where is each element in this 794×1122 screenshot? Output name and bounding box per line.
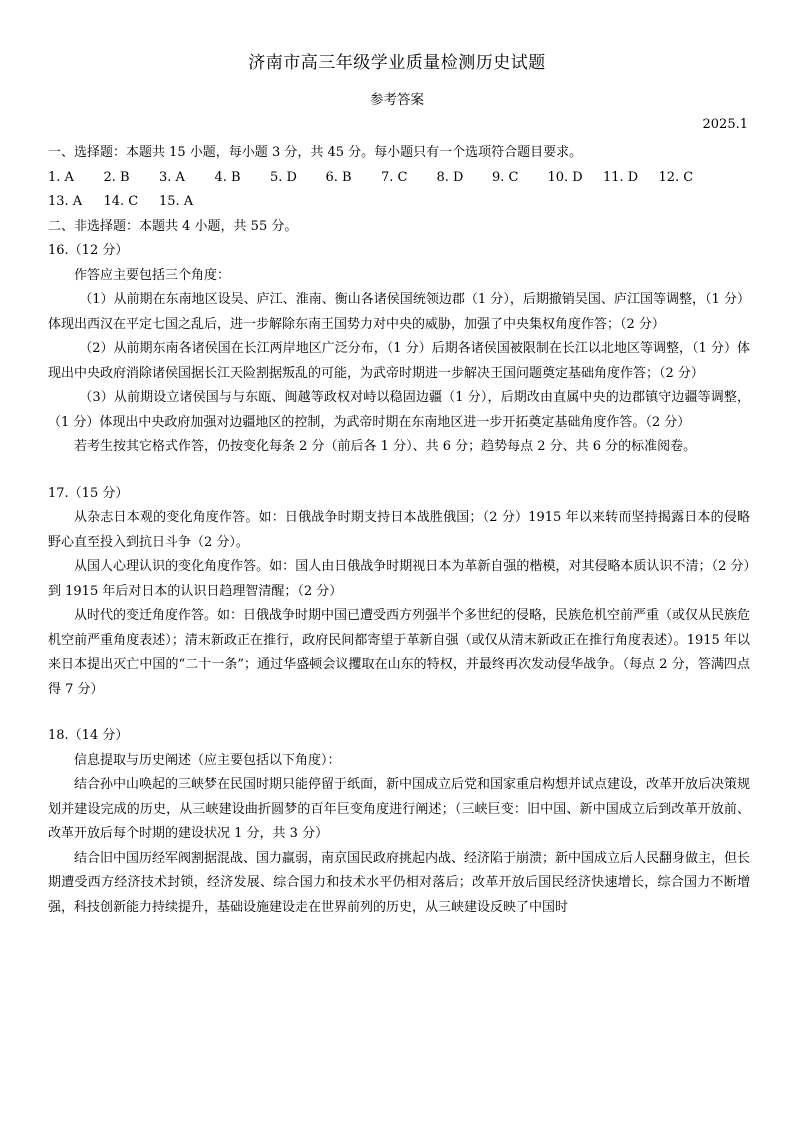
q17-point-3: 从时代的变迁角度作答。如：日俄战争时期中国已遭受西方列强半个多世纪的侵略，民族危机空前严重（或仅从民族危机空前严重角度表述）；清末新政正在推行，政府民间都寄望于革新自强（或仅从清末新政正在推行角度表述）。1915 年以来日本提出灭亡中国的“二十一条”；通过华盛顿会议攫取在山东的特权，并最终再次发动侵华战争。（每点 2 分，答满四点得 7 分） xyxy=(48,608,751,697)
q18-label: 18.（14 分） xyxy=(48,728,129,743)
answer-item: 1. A xyxy=(48,169,74,185)
q17-label: 17.（15 分） xyxy=(48,485,129,501)
answer-item: 13. A xyxy=(48,194,83,209)
answer-item: 14. C xyxy=(103,194,139,209)
answer-item: 15. A xyxy=(159,194,194,209)
q16-point-3: （3）从前期设立诸侯国与与东瓯、闽越等政权对峙以稳固边疆（1 分），后期改由直属中央的边郡镇守边疆等调整，（1 分）体现出中央政府加强对边疆地区的控制，为武帝时期在东南地区进一步开拓奠定基础角度作答。（2 分） xyxy=(48,390,750,430)
answer-item: 10. D xyxy=(547,169,583,185)
page-title: 济南市高三年级学业质量检测历史试题 xyxy=(248,53,546,73)
section1-heading: 一、选择题：本题共 15 小题，每小题 3 分，共 45 分。每小题只有一个选项符合题目要求。 xyxy=(48,145,583,160)
answer-item: 11. D xyxy=(603,169,639,185)
q16-scoring-note: 若考生按其它格式作答，仍按变化每条 2 分（前后各 1 分）、共 6 分；趋势每点 2 分、共 6 分的标准阅卷。 xyxy=(74,439,697,454)
answer-item: 7. C xyxy=(381,169,408,185)
answer-item: 5. D xyxy=(270,169,297,185)
page-subtitle: 参考答案 xyxy=(370,92,424,108)
q16-label: 16.（12 分） xyxy=(48,243,129,258)
answer-item: 12. C xyxy=(658,169,694,185)
q17-point-1: 从杂志日本观的变化角度作答。如：日俄战争时期支持日本战胜俄国；（2 分）1915 年以来转而坚持揭露日本的侵略野心直至投入到抗日斗争（2 分）。 xyxy=(48,510,750,550)
answer-row-1 xyxy=(48,166,750,191)
answer-item: 4. B xyxy=(214,169,241,185)
q18-point-2: 结合旧中国历经军阀割据混战、国力羸弱，南京国民政府挑起内战、经济陷于崩溃；新中国成立后人民翻身做主，但长期遭受西方经济技术封锁，经济发展、综合国力和技术水平仍相对落后；改革开放后国民经济快速增长，综合国力不断增强，科技创新能力持续提升，基础设施建设走在世界前列的历史，从三峡建设反映了中国时 xyxy=(48,850,751,915)
q16-point-1: （1）从前期在东南地区设吴、庐江、淮南、衡山各诸侯国统领边郡（1 分），后期撤销吴国、庐江国等调整，（1 分）体现出西汉在平定七国之乱后，进一步解除东南王国势力对中央的威胁，加强了中央集权角度作答；（2 分） xyxy=(48,292,750,332)
answer-item: 2. B xyxy=(103,169,130,185)
q18-point-1: 结合孙中山唤起的三峡梦在民国时期只能停留于纸面，新中国成立后党和国家重启构想并试点建设，改革开放后决策规划并建设完成的历史，从三峡建设曲折圆梦的百年巨变角度进行阐述；（三峡巨变：旧中国、新中国成立后到改革开放前、改革开放后每个时期的建设状况 1 分，共 3 分） xyxy=(48,777,751,841)
answer-item: 6. B xyxy=(325,169,352,185)
q16-intro: 作答应主要包括三个角度： xyxy=(74,267,231,283)
answer-item: 8. D xyxy=(436,169,464,185)
q18-intro: 信息提取与历史阐述（应主要包括以下角度）： xyxy=(74,752,341,768)
answer-content xyxy=(48,141,750,920)
section2-heading: 二、非选择题：本题共 4 小题，共 55 分。 xyxy=(48,218,298,234)
exam-date: 2025.1 xyxy=(702,117,748,132)
q16-point-2: （2）从前期东南各诸侯国在长江两岸地区广泛分布，（1 分）后期各诸侯国被限制在长江以北地区等调整，（1 分）体现出中央政府消除诸侯国据长江天险割据叛乱的可能，为武帝时期进一步解决王国问题奠定基础角度作答；（2 分） xyxy=(48,341,750,381)
q17-point-2: 从国人心理认识的变化角度作答。如：国人由日俄战争时期视日本为革新自强的楷模，对其侵略本质认识不清；（2 分）到 1915 年后对日本的认识日趋理智清醒；（2 分） xyxy=(48,559,750,599)
answer-row-2 xyxy=(48,190,750,215)
answer-item: 9. C xyxy=(492,169,519,185)
answer-item: 3. A xyxy=(159,169,185,185)
